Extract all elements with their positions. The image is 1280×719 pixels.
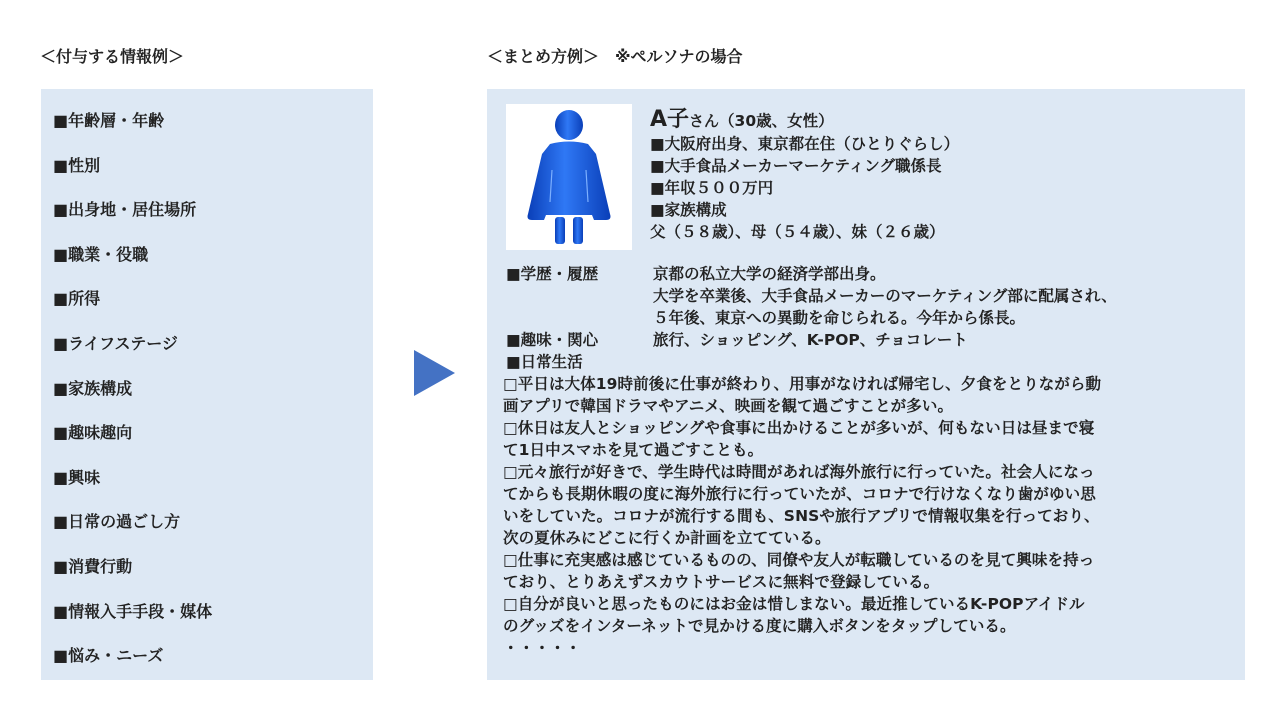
education-line: 京都の私立大学の経済学部出身。 xyxy=(653,265,886,283)
persona-panel xyxy=(487,89,1245,680)
left-heading: ＜付与する情報例＞ xyxy=(40,47,185,66)
hobby-value: 旅行、ショッピング、K-POP、チョコレート xyxy=(653,331,968,349)
info-item-interests: ■興味 xyxy=(53,467,101,487)
persona-profile xyxy=(650,107,959,243)
education-line: 大学を卒業後、大手食品メーカーのマーケティング部に配属され、 xyxy=(653,287,1117,305)
profile-residence: ■大阪府出身、東京都在住（ひとりぐらし） xyxy=(650,135,960,153)
profile-family-members: 父（５８歳）、母（５４歳）、妹（２６歳） xyxy=(650,223,945,241)
daily-line: □自分が良いと思ったものにはお金は惜しまない。最近推しているK-POPアイドル xyxy=(503,595,1085,613)
daily-line: ており、とりあえずスカウトサービスに無料で登録している。 xyxy=(503,573,940,591)
info-items-list xyxy=(41,89,373,688)
daily-line: いをしていた。コロナが流行する間も、SNSや旅行アプリで情報収集を行っており、 xyxy=(503,507,1100,525)
info-item-media: ■情報入手手段・媒体 xyxy=(53,601,213,621)
woman-silhouette-icon xyxy=(506,104,632,250)
education-line: ５年後、東京への異動を命じられる。今年から係長。 xyxy=(653,309,1026,327)
info-item-life-stage: ■ライフステージ xyxy=(53,333,178,353)
info-item-daily-life: ■日常の過ごし方 xyxy=(53,512,181,532)
info-item-family: ■家族構成 xyxy=(53,378,133,398)
right-heading: ＜まとめ方例＞ ※ペルソナの場合 xyxy=(487,47,743,66)
info-item-consumption: ■消費行動 xyxy=(53,556,133,576)
info-item-needs: ■悩み・ニーズ xyxy=(53,646,164,666)
info-item-hometown: ■出身地・居住場所 xyxy=(53,200,197,220)
education-label: ■学歴・履歴 xyxy=(506,265,599,283)
info-item-hobbies: ■趣味趣向 xyxy=(53,423,133,443)
profile-job: ■大手食品メーカーマーケティング職係長 xyxy=(650,157,942,175)
persona-name: A子 xyxy=(650,107,690,132)
info-item-occupation: ■職業・役職 xyxy=(53,244,149,264)
right-arrow-icon xyxy=(414,350,455,396)
daily-line: □休日は友人とショッピングや食事に出かけることが多いが、何もない日は昼まで寝 xyxy=(503,419,1095,437)
ellipsis-dots: ・・・・・ xyxy=(503,639,582,657)
daily-line: 画アプリで韓国ドラマやアニメ、映画を観て過ごすことが多い。 xyxy=(503,397,954,415)
info-item-age: ■年齢層・年齢 xyxy=(53,111,165,130)
avatar xyxy=(506,104,632,250)
daily-label: ■日常生活 xyxy=(506,353,583,371)
daily-line: □平日は大体19時前後に仕事が終わり、用事がなければ帰宅し、夕食をとりながら動 xyxy=(503,375,1102,393)
daily-line: □元々旅行が好きで、学生時代は時間があれば海外旅行に行っていた。社会人になっ xyxy=(503,463,1095,481)
daily-line: てからも長期休暇の度に海外旅行に行っていたが、コロナで行けなくなり歯がゆい思 xyxy=(503,485,1096,503)
daily-life-text xyxy=(503,373,1101,659)
profile-income: ■年収５００万円 xyxy=(650,179,774,197)
daily-line: □仕事に充実感は感じているものの、同僚や友人が転職しているのを見て興味を持っ xyxy=(503,551,1095,569)
persona-honorific: さん xyxy=(689,112,720,130)
daily-line: 次の夏休みにどこに行くか計画を立てている。 xyxy=(503,529,831,547)
profile-family-label: ■家族構成 xyxy=(650,201,727,219)
daily-line: て1日中スマホを見て過ごすことも。 xyxy=(503,441,764,459)
info-item-gender: ■性別 xyxy=(53,155,101,175)
hobby-label: ■趣味・関心 xyxy=(506,331,599,349)
persona-name-line xyxy=(650,107,959,133)
persona-age-gender: （30歳、女性） xyxy=(719,112,834,130)
daily-line: のグッズをインターネットで見かける度に購入ボタンをタップしている。 xyxy=(503,617,1016,635)
info-items-panel xyxy=(41,89,373,680)
info-item-income: ■所得 xyxy=(53,289,101,309)
